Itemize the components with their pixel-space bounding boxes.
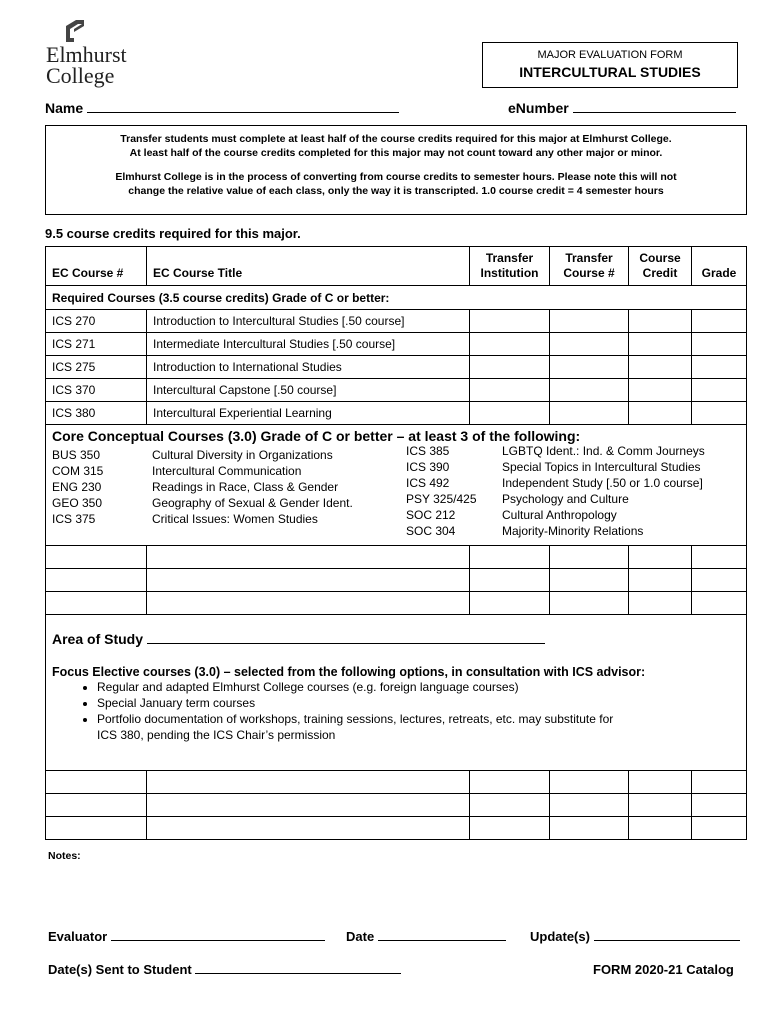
course-code: ICS 271 <box>46 333 147 356</box>
enumber-input-line[interactable] <box>573 112 736 113</box>
table-row <box>46 771 747 794</box>
table-row <box>46 310 747 333</box>
required-heading-row <box>46 286 747 310</box>
core-heading: Core Conceptual Courses (3.0) Grade of C or better – at least 3 of the following: <box>52 428 581 444</box>
notes-label: Notes: <box>48 850 81 862</box>
form-title-box <box>482 42 738 88</box>
sent-to-student-field <box>48 962 401 977</box>
list-item: • Portfolio documentation of workshops, training sessions, lectures, retreats, etc. may substitute for ICS 380, pending the ICS Chair’s permission <box>97 711 746 743</box>
notice-line-1: Transfer students must complete at least half of the course credits required for this major at Elmhurst College. <box>120 133 672 145</box>
transfer-notice <box>45 125 747 215</box>
area-of-study-input-line[interactable] <box>147 643 545 644</box>
core-codes-b: ICS 385 ICS 390 ICS 492 PSY 325/425 SOC 212 SOC 304 <box>406 444 477 538</box>
table-row <box>46 569 747 592</box>
course-title: Intercultural Capstone [.50 course] <box>147 379 470 402</box>
updates-input-line[interactable] <box>594 940 740 941</box>
table-row <box>46 379 747 402</box>
logo-text-line2: College <box>46 63 115 88</box>
core-titles-b: LGBTQ Ident.: Ind. & Comm Journeys Special Topics in Intercultural Studies Independent Study [.50 or 1.0 course] Psychology and Culture Cultural Anthropology Majority-Minority Relations <box>502 444 705 538</box>
sent-to-student-input-line[interactable] <box>195 973 401 974</box>
course-title: Intermediate Intercultural Studies [.50 course] <box>147 333 470 356</box>
required-heading: Required Courses (3.5 course credits) Grade of C or better: <box>46 286 747 310</box>
evaluator-label: Evaluator <box>48 929 108 944</box>
course-code: ICS 370 <box>46 379 147 402</box>
col-ec-course: EC Course # <box>46 247 147 286</box>
list-item: • Special January term courses <box>97 695 746 711</box>
credits-required: 9.5 course credits required for this major. <box>45 226 301 241</box>
form-catalog: FORM 2020-21 Catalog <box>593 962 734 977</box>
course-title: Introduction to Intercultural Studies [.50 course] <box>147 310 470 333</box>
area-of-study-label: Area of Study <box>52 631 144 647</box>
date-label: Date <box>346 929 375 944</box>
course-title: Introduction to International Studies <box>147 356 470 379</box>
table-row <box>46 817 747 840</box>
updates-label: Update(s) <box>530 929 590 944</box>
core-courses-row <box>46 425 747 546</box>
name-input-line[interactable] <box>87 112 399 113</box>
logo-mark-icon <box>64 18 86 44</box>
evaluator-input-line[interactable] <box>111 940 325 941</box>
table-row <box>46 546 747 569</box>
date-input-line[interactable] <box>378 940 506 941</box>
core-codes-a: BUS 350 COM 315 ENG 230 GEO 350 ICS 375 <box>52 448 104 526</box>
col-transfer-institution: Transfer Institution <box>470 247 550 286</box>
name-label: Name <box>45 100 84 116</box>
focus-elective-row <box>46 615 747 771</box>
col-grade: Grade <box>692 247 747 286</box>
table-row <box>46 356 747 379</box>
area-of-study <box>52 631 746 647</box>
course-code: ICS 380 <box>46 402 147 425</box>
course-table <box>45 246 747 840</box>
notice-line-2: At least half of the course credits completed for this major may not count toward any other major or minor. <box>129 147 663 159</box>
form-label: MAJOR EVALUATION FORM <box>537 49 683 61</box>
course-title: Intercultural Experiential Learning <box>147 402 470 425</box>
enumber-field <box>508 100 736 116</box>
notice-line-3: Elmhurst College is in the process of converting from course credits to semester hours. Please note this will not <box>115 171 677 183</box>
evaluator-field <box>48 929 325 944</box>
enumber-label: eNumber <box>508 100 569 116</box>
core-course-list <box>46 445 746 541</box>
course-code: ICS 270 <box>46 310 147 333</box>
updates-field <box>530 929 740 944</box>
table-row <box>46 592 747 615</box>
table-header-row <box>46 247 747 286</box>
sent-to-student-label: Date(s) Sent to Student <box>48 962 192 977</box>
name-field <box>45 100 399 116</box>
course-code: ICS 275 <box>46 356 147 379</box>
table-row <box>46 333 747 356</box>
date-field <box>346 929 506 944</box>
focus-options-list <box>52 679 746 743</box>
col-ec-title: EC Course Title <box>147 247 470 286</box>
table-row <box>46 402 747 425</box>
college-logo <box>46 18 156 98</box>
focus-heading: Focus Elective courses (3.0) – selected from the following options, in consultation with ICS advisor: <box>52 665 646 679</box>
col-course-credit: Course Credit <box>629 247 692 286</box>
table-row <box>46 794 747 817</box>
col-transfer-course: Transfer Course # <box>550 247 629 286</box>
notice-line-4: change the relative value of each class, only the way it is transcripted. 1.0 course credit = 4 semester hours <box>128 185 664 197</box>
list-item: • Regular and adapted Elmhurst College courses (e.g. foreign language courses) <box>97 679 746 695</box>
core-titles-a: Cultural Diversity in Organizations Intercultural Communication Readings in Race, Class & Gender Geography of Sexual & Gender Ident. Critical Issues: Women Studies <box>152 448 353 526</box>
logo-text-line1: Elmhurst <box>46 42 127 67</box>
form-title: INTERCULTURAL STUDIES <box>519 64 701 80</box>
